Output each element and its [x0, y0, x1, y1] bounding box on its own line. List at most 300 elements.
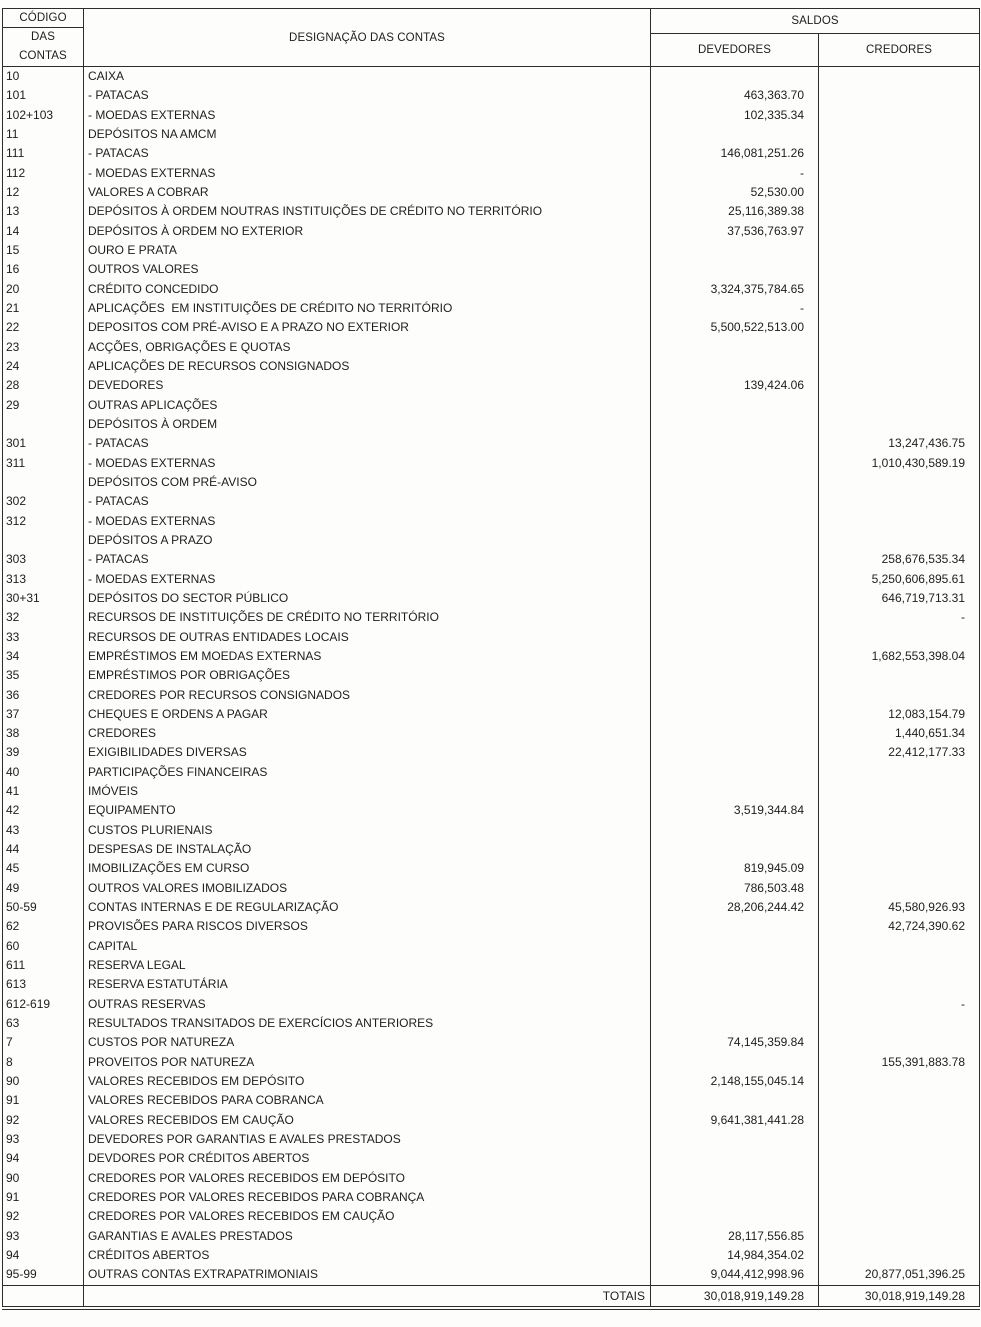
- row-code: 91: [3, 1188, 84, 1207]
- row-devedores-value: [651, 1207, 819, 1226]
- row-code: 60: [3, 937, 84, 956]
- row-designation: DEPÓSITOS À ORDEM: [84, 415, 651, 434]
- row-designation: CUSTOS PLURIENAIS: [84, 821, 651, 840]
- row-credores-value: 155,391,883.78: [881, 1054, 966, 1069]
- row-code: 28: [3, 376, 84, 395]
- row-devedores-value: [651, 396, 819, 415]
- row-designation: DEVDORES POR CRÉDITOS ABERTOS: [84, 1149, 651, 1168]
- row-code: 62: [3, 917, 84, 936]
- row-credores-value: [819, 840, 980, 859]
- row-devedores-value: [651, 782, 819, 801]
- row-devedores-value: 28,206,244.42: [651, 898, 819, 917]
- table-row: [3, 164, 980, 183]
- row-designation: RESERVA LEGAL: [84, 956, 651, 975]
- row-devedores-value: [651, 550, 819, 569]
- table-row: [3, 241, 980, 260]
- row-code: 24: [3, 357, 84, 376]
- table-row: [3, 202, 980, 221]
- row-credores-value: [819, 415, 980, 434]
- totals-code-cell: [3, 1285, 84, 1308]
- row-designation: - MOEDAS EXTERNAS: [84, 164, 651, 183]
- row-credores-value: [819, 86, 980, 105]
- table-row: [3, 318, 980, 337]
- totals-credores: 30,018,919,149.28: [819, 1285, 980, 1308]
- table-row: [3, 183, 980, 202]
- row-designation: OUTRAS RESERVAS: [84, 995, 651, 1014]
- row-designation: CUSTOS POR NATUREZA: [84, 1033, 651, 1052]
- table-row: [3, 260, 980, 279]
- table-row: [3, 686, 980, 705]
- row-code: 49: [3, 879, 84, 898]
- table-row: [3, 357, 980, 376]
- table-row: [3, 1111, 980, 1130]
- row-designation: OUTROS VALORES: [84, 260, 651, 279]
- row-designation: OUTRAS APLICAÇÕES: [84, 396, 651, 415]
- table-row: [3, 144, 980, 163]
- row-designation: CREDORES POR VALORES RECEBIDOS EM DEPÓSITO: [84, 1169, 651, 1188]
- table-row: [3, 67, 980, 87]
- row-code: 16: [3, 260, 84, 279]
- table-row: [3, 1149, 980, 1168]
- table-row: [3, 763, 980, 782]
- row-credores-value: [819, 859, 980, 878]
- row-designation: DEPOSITOS COM PRÉ-AVISO E A PRAZO NO EXTERIOR: [84, 318, 651, 337]
- row-devedores-value: [651, 1014, 819, 1033]
- row-designation: - MOEDAS EXTERNAS: [84, 106, 651, 125]
- table-row: [3, 512, 980, 531]
- header-saldos: SALDOS: [651, 9, 980, 34]
- row-code: 92: [3, 1207, 84, 1226]
- table-row: [3, 743, 980, 762]
- table-row: [3, 473, 980, 492]
- row-devedores-value: [651, 686, 819, 705]
- row-credores-value: [819, 879, 980, 898]
- table-row: [3, 821, 980, 840]
- row-code: 313: [3, 570, 84, 589]
- row-devedores-value: [651, 473, 819, 492]
- row-code: 611: [3, 956, 84, 975]
- row-code: 15: [3, 241, 84, 260]
- row-code: 112: [3, 164, 84, 183]
- table-row: [3, 376, 980, 395]
- row-code: 95-99: [3, 1265, 84, 1285]
- row-credores-value: 646,719,713.31: [881, 590, 966, 605]
- row-designation: CONTAS INTERNAS E DE REGULARIZAÇÃO: [84, 898, 651, 917]
- table-row: [3, 1227, 980, 1246]
- row-code: 311: [3, 454, 84, 473]
- row-designation: APLICAÇÕES DE RECURSOS CONSIGNADOS: [84, 357, 651, 376]
- row-code: [3, 473, 84, 492]
- row-code: 90: [3, 1072, 84, 1091]
- row-devedores-value: [651, 492, 819, 511]
- table-row: [3, 454, 980, 473]
- totals-row: [3, 1285, 980, 1308]
- row-code: 10: [3, 67, 84, 87]
- row-code: 34: [3, 647, 84, 666]
- row-designation: DEVEDORES: [84, 376, 651, 395]
- row-designation: PROVISÕES PARA RISCOS DIVERSOS: [84, 917, 651, 936]
- row-devedores-value: 786,503.48: [651, 879, 819, 898]
- row-credores-value: [819, 280, 980, 299]
- row-credores-value: [819, 1188, 980, 1207]
- row-credores-value: [819, 106, 980, 125]
- row-code: 44: [3, 840, 84, 859]
- row-code: 90: [3, 1169, 84, 1188]
- row-designation: OUTROS VALORES IMOBILIZADOS: [84, 879, 651, 898]
- row-designation: DEPÓSITOS A PRAZO: [84, 531, 651, 550]
- table-body: [3, 67, 980, 1286]
- row-devedores-value: [651, 1091, 819, 1110]
- row-credores-value: [819, 1091, 980, 1110]
- table-row: [3, 937, 980, 956]
- row-credores-value: [819, 937, 980, 956]
- row-credores-value: -: [961, 996, 966, 1011]
- row-devedores-value: 28,117,556.85: [651, 1227, 819, 1246]
- row-credores-value: [819, 1169, 980, 1188]
- row-code: 22: [3, 318, 84, 337]
- row-devedores-value: [651, 647, 819, 666]
- row-code: 102+103: [3, 106, 84, 125]
- header-credores: CREDORES: [819, 33, 980, 66]
- row-credores-value: 5,250,606,895.61: [871, 571, 966, 586]
- totals-devedores: 30,018,919,149.28: [651, 1285, 819, 1308]
- row-designation: CREDORES POR RECURSOS CONSIGNADOS: [84, 686, 651, 705]
- row-devedores-value: [651, 995, 819, 1014]
- row-designation: RECURSOS DE INSTITUIÇÕES DE CRÉDITO NO TERRITÓRIO: [84, 608, 651, 627]
- row-credores-value: [819, 1014, 980, 1033]
- row-designation: CAIXA: [84, 67, 651, 87]
- row-code: 23: [3, 338, 84, 357]
- row-devedores-value: [651, 975, 819, 994]
- row-credores-value: [819, 164, 980, 183]
- row-credores-value: [819, 299, 980, 318]
- row-devedores-value: [651, 743, 819, 762]
- row-designation: IMOBILIZAÇÕES EM CURSO: [84, 859, 651, 878]
- row-credores-value: 13,247,436.75: [888, 436, 966, 451]
- row-designation: PARTICIPAÇÕES FINANCEIRAS: [84, 763, 651, 782]
- table-row: [3, 125, 980, 144]
- row-designation: DESPESAS DE INSTALAÇÃO: [84, 840, 651, 859]
- table-row: [3, 859, 980, 878]
- row-code: [3, 531, 84, 550]
- row-code: 12: [3, 183, 84, 202]
- row-credores-value: [819, 222, 980, 241]
- table-row: [3, 1188, 980, 1207]
- row-credores-value: [819, 1227, 980, 1246]
- row-devedores-value: 463,363.70: [651, 86, 819, 105]
- row-devedores-value: [651, 67, 819, 87]
- row-devedores-value: [651, 724, 819, 743]
- row-credores-value: [819, 763, 980, 782]
- row-credores-value: 22,412,177.33: [888, 745, 966, 760]
- row-credores-value: [819, 1072, 980, 1091]
- row-devedores-value: [651, 1188, 819, 1207]
- row-credores-value: [819, 956, 980, 975]
- table-row: [3, 1169, 980, 1188]
- row-devedores-value: [651, 608, 819, 627]
- row-devedores-value: [651, 512, 819, 531]
- row-code: 94: [3, 1149, 84, 1168]
- row-credores-value: [819, 975, 980, 994]
- row-devedores-value: 37,536,763.97: [651, 222, 819, 241]
- row-code: 93: [3, 1227, 84, 1246]
- table-row: [3, 1091, 980, 1110]
- row-devedores-value: [651, 666, 819, 685]
- header-code-column: [3, 9, 84, 67]
- row-devedores-value: [651, 531, 819, 550]
- row-code: 111: [3, 144, 84, 163]
- row-designation: CRÉDITOS ABERTOS: [84, 1246, 651, 1265]
- row-devedores-value: 3,324,375,784.65: [651, 280, 819, 299]
- row-designation: CHEQUES E ORDENS A PAGAR: [84, 705, 651, 724]
- row-designation: EMPRÉSTIMOS POR OBRIGAÇÕES: [84, 666, 651, 685]
- row-designation: DEPÓSITOS À ORDEM NOUTRAS INSTITUIÇÕES DE CRÉDITO NO TERRITÓRIO: [84, 202, 651, 221]
- row-designation: DEPÓSITOS NA AMCM: [84, 125, 651, 144]
- row-designation: - MOEDAS EXTERNAS: [84, 454, 651, 473]
- row-credores-value: [819, 338, 980, 357]
- row-credores-value: [819, 666, 980, 685]
- row-devedores-value: [651, 628, 819, 647]
- header-code-line-1: CÓDIGO: [3, 9, 83, 28]
- row-credores-value: [819, 1111, 980, 1130]
- row-devedores-value: [651, 1149, 819, 1168]
- row-code: 91: [3, 1091, 84, 1110]
- row-code: 45: [3, 859, 84, 878]
- row-devedores-value: 52,530.00: [651, 183, 819, 202]
- row-designation: VALORES RECEBIDOS PARA COBRANCA: [84, 1091, 651, 1110]
- table-row: [3, 1207, 980, 1226]
- row-credores-value: [819, 260, 980, 279]
- row-credores-value: [819, 1130, 980, 1149]
- header-code-line-3: CONTAS: [19, 50, 67, 62]
- row-code: 36: [3, 686, 84, 705]
- row-credores-value: [819, 512, 980, 531]
- row-code: 11: [3, 125, 84, 144]
- table-row: [3, 1130, 980, 1149]
- row-code: 32: [3, 608, 84, 627]
- row-devedores-value: 819,945.09: [651, 859, 819, 878]
- row-code: 50-59: [3, 898, 84, 917]
- table-row: [3, 801, 980, 820]
- row-credores-value: 258,676,535.34: [881, 552, 966, 567]
- row-designation: IMÓVEIS: [84, 782, 651, 801]
- row-designation: ACÇÕES, OBRIGAÇÕES E QUOTAS: [84, 338, 651, 357]
- table-row: [3, 589, 980, 608]
- table-header: [3, 9, 980, 67]
- row-credores-value: [819, 202, 980, 221]
- row-code: 303: [3, 550, 84, 569]
- header-code-line-2: DAS: [31, 31, 55, 43]
- row-credores-value: 45,580,926.93: [888, 900, 966, 915]
- row-code: 40: [3, 763, 84, 782]
- row-code: 42: [3, 801, 84, 820]
- row-designation: DEPÓSITOS À ORDEM NO EXTERIOR: [84, 222, 651, 241]
- row-devedores-value: [651, 956, 819, 975]
- row-designation: GARANTIAS E AVALES PRESTADOS: [84, 1227, 651, 1246]
- row-code: 94: [3, 1246, 84, 1265]
- row-code: 92: [3, 1111, 84, 1130]
- table-row: [3, 840, 980, 859]
- table-row: [3, 705, 980, 724]
- row-designation: VALORES RECEBIDOS EM DEPÓSITO: [84, 1072, 651, 1091]
- row-credores-value: [819, 1246, 980, 1265]
- row-credores-value: [819, 531, 980, 550]
- table-row: [3, 898, 980, 917]
- row-credores-value: [819, 357, 980, 376]
- row-credores-value: [819, 1033, 980, 1052]
- row-designation: CREDORES: [84, 724, 651, 743]
- row-devedores-value: 74,145,359.84: [651, 1033, 819, 1052]
- row-devedores-value: [651, 917, 819, 936]
- table-row: [3, 415, 980, 434]
- row-devedores-value: 5,500,522,513.00: [651, 318, 819, 337]
- row-devedores-value: 102,335.34: [651, 106, 819, 125]
- row-designation: PROVEITOS POR NATUREZA: [84, 1053, 651, 1072]
- row-credores-value: 20,877,051,396.25: [864, 1267, 966, 1282]
- table-row: [3, 222, 980, 241]
- table-row: [3, 299, 980, 318]
- table-row: [3, 396, 980, 415]
- row-designation: - PATACAS: [84, 144, 651, 163]
- row-devedores-value: 14,984,354.02: [651, 1246, 819, 1265]
- table-row: [3, 1053, 980, 1072]
- row-devedores-value: [651, 125, 819, 144]
- row-devedores-value: 2,148,155,045.14: [651, 1072, 819, 1091]
- row-credores-value: 12,083,154.79: [888, 706, 966, 721]
- row-designation: CREDORES POR VALORES RECEBIDOS EM CAUÇÃO: [84, 1207, 651, 1226]
- row-credores-value: [819, 396, 980, 415]
- row-code: 30+31: [3, 589, 84, 608]
- row-devedores-value: [651, 763, 819, 782]
- row-credores-value: [819, 144, 980, 163]
- row-code: 302: [3, 492, 84, 511]
- row-code: 301: [3, 434, 84, 453]
- row-designation: - MOEDAS EXTERNAS: [84, 512, 651, 531]
- row-designation: OURO E PRATA: [84, 241, 651, 260]
- row-devedores-value: [651, 338, 819, 357]
- row-code: 43: [3, 821, 84, 840]
- row-designation: RECURSOS DE OUTRAS ENTIDADES LOCAIS: [84, 628, 651, 647]
- table-footer: [3, 1285, 980, 1308]
- table-row: [3, 531, 980, 550]
- row-credores-value: [819, 67, 980, 87]
- table-row: [3, 995, 980, 1014]
- row-designation: CAPITAL: [84, 937, 651, 956]
- row-designation: EMPRÉSTIMOS EM MOEDAS EXTERNAS: [84, 647, 651, 666]
- row-devedores-value: 146,081,251.26: [651, 144, 819, 163]
- row-credores-value: [819, 1207, 980, 1226]
- row-code: 39: [3, 743, 84, 762]
- row-credores-value: 1,682,553,398.04: [871, 648, 966, 663]
- row-credores-value: [819, 318, 980, 337]
- row-code: 93: [3, 1130, 84, 1149]
- row-code: 312: [3, 512, 84, 531]
- row-credores-value: [819, 686, 980, 705]
- row-devedores-value: 3,519,344.84: [651, 801, 819, 820]
- table-row: [3, 434, 980, 453]
- row-devedores-value: [651, 705, 819, 724]
- row-devedores-value: [651, 357, 819, 376]
- row-designation: - PATACAS: [84, 492, 651, 511]
- table-row: [3, 86, 980, 105]
- row-code: 101: [3, 86, 84, 105]
- row-designation: OUTRAS CONTAS EXTRAPATRIMONIAIS: [84, 1265, 651, 1285]
- accounts-table: [2, 8, 980, 1310]
- row-designation: VALORES A COBRAR: [84, 183, 651, 202]
- row-devedores-value: -: [651, 164, 819, 183]
- row-designation: APLICAÇÕES EM INSTITUIÇÕES DE CRÉDITO NO TERRITÓRIO: [84, 299, 651, 318]
- row-designation: DEPÓSITOS DO SECTOR PÚBLICO: [84, 589, 651, 608]
- row-code: 41: [3, 782, 84, 801]
- row-devedores-value: [651, 415, 819, 434]
- table-row: [3, 106, 980, 125]
- row-devedores-value: [651, 937, 819, 956]
- row-designation: CRÉDITO CONCEDIDO: [84, 280, 651, 299]
- row-credores-value: [819, 183, 980, 202]
- table-row: [3, 1072, 980, 1091]
- table-row: [3, 570, 980, 589]
- table-row: [3, 975, 980, 994]
- row-devedores-value: 9,641,381,441.28: [651, 1111, 819, 1130]
- table-row: [3, 550, 980, 569]
- row-code: 37: [3, 705, 84, 724]
- row-credores-value: [819, 125, 980, 144]
- row-designation: RESULTADOS TRANSITADOS DE EXERCÍCIOS ANTERIORES: [84, 1014, 651, 1033]
- row-code: 613: [3, 975, 84, 994]
- row-credores-value: [819, 492, 980, 511]
- row-credores-value: 1,440,651.34: [894, 726, 966, 741]
- table-row: [3, 628, 980, 647]
- row-designation: DEVEDORES POR GARANTIAS E AVALES PRESTADOS: [84, 1130, 651, 1149]
- row-devedores-value: [651, 1053, 819, 1072]
- row-designation: DEPÓSITOS COM PRÉ-AVISO: [84, 473, 651, 492]
- table-row: [3, 1246, 980, 1265]
- row-devedores-value: [651, 434, 819, 453]
- row-credores-value: [819, 376, 980, 395]
- row-devedores-value: [651, 570, 819, 589]
- row-code: 29: [3, 396, 84, 415]
- table-row: [3, 724, 980, 743]
- row-devedores-value: [651, 840, 819, 859]
- row-designation: - PATACAS: [84, 550, 651, 569]
- row-code: [3, 415, 84, 434]
- row-devedores-value: 25,116,389.38: [651, 202, 819, 221]
- row-code: 33: [3, 628, 84, 647]
- table-row: [3, 280, 980, 299]
- table-row: [3, 917, 980, 936]
- table-row: [3, 1014, 980, 1033]
- row-credores-value: 1,010,430,589.19: [871, 455, 966, 470]
- row-devedores-value: 139,424.06: [651, 376, 819, 395]
- row-credores-value: [819, 821, 980, 840]
- table-row: [3, 956, 980, 975]
- row-designation: - PATACAS: [84, 86, 651, 105]
- row-designation: - MOEDAS EXTERNAS: [84, 570, 651, 589]
- row-designation: EQUIPAMENTO: [84, 801, 651, 820]
- row-devedores-value: [651, 260, 819, 279]
- header-designation-column: DESIGNAÇÃO DAS CONTAS: [84, 9, 651, 67]
- row-code: 612-619: [3, 995, 84, 1014]
- row-devedores-value: [651, 589, 819, 608]
- row-devedores-value: 9,044,412,998.96: [651, 1265, 819, 1285]
- row-credores-value: 42,724,390.62: [888, 919, 966, 934]
- row-credores-value: [819, 628, 980, 647]
- row-designation: VALORES RECEBIDOS EM CAUÇÃO: [84, 1111, 651, 1130]
- table-row: [3, 492, 980, 511]
- table-row: [3, 1033, 980, 1052]
- header-devedores: DEVEDORES: [651, 33, 819, 66]
- row-code: 35: [3, 666, 84, 685]
